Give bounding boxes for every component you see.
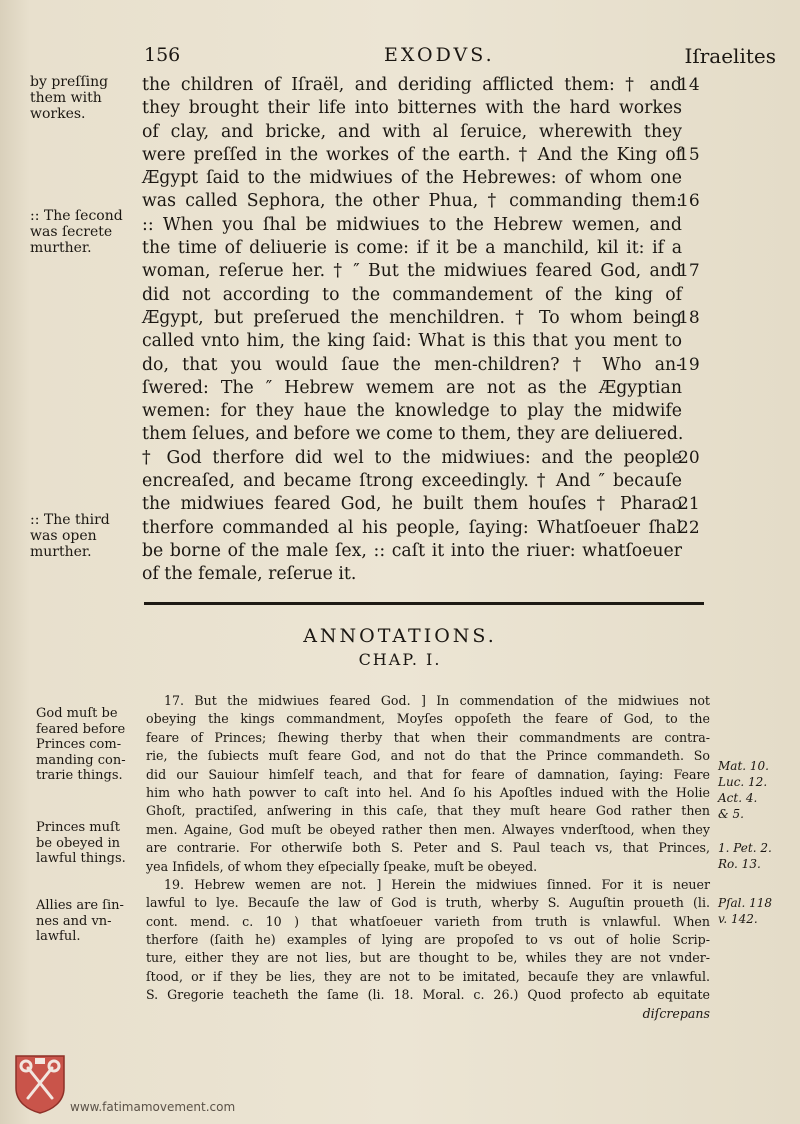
side-note-line: was ſecrete bbox=[30, 224, 113, 240]
annotation-margin-note-3 bbox=[36, 898, 144, 945]
text-line: of the female, reſerue it. bbox=[142, 564, 357, 585]
annotation-line: yea Infidels, of whom they eſpecially ſpeake, muſt be obeyed. bbox=[146, 858, 538, 874]
annotation-margin-note-1 bbox=[36, 706, 144, 784]
text-line: was called Sephora, the other Phua, † commanding them: bbox=[142, 191, 682, 212]
annotation-margin-note-2 bbox=[36, 820, 144, 867]
annotation-line: Ghoſt, practiſed, anſwering in this caſe, that they muſt heare God rather then bbox=[146, 803, 710, 819]
text-line: called vnto him, the king ſaid: What is this that you ment to bbox=[142, 331, 682, 352]
annotation-line: rie, the ſubiects muſt feare God, and not do that the Prince commandeth. So bbox=[146, 748, 710, 764]
annotation-line: obeying the kings commandment, Moyſes oppoſeth the feare of God, to the bbox=[146, 711, 710, 727]
text-line: therfore commanded al his people, ſaying: Whatſoeuer ſhal bbox=[142, 517, 682, 538]
side-note-line: murther. bbox=[30, 544, 92, 560]
page-number: 156 bbox=[144, 44, 181, 66]
annotation-line: 17. But the midwiues feared God. ] In commendation of the midwiues not bbox=[164, 693, 710, 708]
verse-number: 19 bbox=[678, 354, 700, 375]
verse-number bbox=[678, 540, 718, 563]
catchword: diſcrepans bbox=[642, 1005, 710, 1021]
verse-number bbox=[678, 330, 718, 353]
annotation-line: ſtood, or if they be lies, they are not to be imitated, becauſe they are vnlawful. bbox=[146, 968, 710, 984]
verse-number: 15 bbox=[678, 144, 700, 165]
verse-number bbox=[678, 423, 718, 446]
text-line: of clay, and bricke, and with al ſeruice, wherewith they bbox=[142, 121, 682, 142]
margin-note-line: Princes muſt bbox=[36, 820, 121, 835]
side-note-2 bbox=[30, 208, 140, 256]
text-line: did not according to the commandement of the king of bbox=[142, 284, 682, 305]
margin-note-line: nes and vn- bbox=[36, 913, 112, 929]
reference-line: Mat. 10. bbox=[718, 759, 769, 773]
verse-number: 14 bbox=[678, 75, 700, 95]
reference-line: Ro. 13. bbox=[718, 857, 761, 871]
website-url[interactable]: www.fatimamovement.com bbox=[70, 1100, 236, 1114]
verse-number: 22 bbox=[678, 517, 700, 538]
text-line: Ægypt, but preſerued the menchildren. † To whom being bbox=[142, 307, 682, 328]
margin-note-line: feared before bbox=[36, 721, 126, 737]
verse-number bbox=[678, 284, 718, 307]
verse-number: 20 bbox=[678, 447, 700, 468]
running-head: Iſraelites bbox=[684, 44, 776, 68]
annotation-line: therfore (ſaith he) examples of lying are propoſed to vs out of holie Scrip- bbox=[146, 932, 710, 948]
verse-number bbox=[678, 587, 718, 610]
reference-line: Pſal. 118 bbox=[718, 896, 773, 910]
side-note-line: by preſſing bbox=[30, 74, 109, 90]
text-line: were preſſed in the workes of the earth. † And the King of bbox=[142, 144, 682, 165]
annotations-body bbox=[146, 692, 710, 1023]
annotation-line: S. Gregorie teacheth the ſame (li. 18. Moral. c. 26.) Quod profecto ab equitate bbox=[146, 987, 710, 1003]
margin-note-line: lawful. bbox=[36, 929, 81, 944]
side-note-line: :: The ſecond bbox=[30, 208, 123, 224]
margin-note-line: manding con- bbox=[36, 752, 126, 768]
annotation-line: 19. Hebrew wemen are not. ] Herein the midwiues ſinned. For it is neuer bbox=[164, 876, 710, 892]
text-line: the children of Iſraël, and deriding afflicted them: † and bbox=[142, 75, 682, 95]
side-note-line: :: The third bbox=[30, 512, 110, 528]
annotation-line: feare of Princes; ſhewing therby that when their commandments are contra- bbox=[146, 729, 710, 745]
text-line: the midwiues feared God, he built them houſes † Pharao bbox=[142, 494, 682, 515]
reference-line: Act. 4. bbox=[718, 791, 758, 805]
verse-number bbox=[678, 167, 718, 190]
text-line: Ægypt ſaid to the midwiues of the Hebrewes: of whom one bbox=[142, 168, 682, 189]
verse-number bbox=[678, 214, 718, 237]
side-note-line: was open bbox=[30, 528, 97, 544]
text-line: the time of deliuerie is come: if it be a manchild, kil it: if a bbox=[142, 238, 682, 259]
annotation-line: are contrarie. For otherwiſe both S. Peter and S. Paul teach vs, that Princes, bbox=[146, 840, 710, 856]
book-title: EXODVS. bbox=[384, 44, 495, 66]
annotations-title: ANNOTATIONS. bbox=[303, 625, 497, 647]
verse-number: 21 bbox=[678, 494, 700, 515]
annotation-line: ture, either they are not lies, but are thought to be, whiles they are not vnder- bbox=[146, 950, 710, 966]
text-line: woman, reſerue her. † ″ But the midwiues feared God, and bbox=[142, 261, 682, 282]
chapter-title: CHAP. I. bbox=[358, 650, 442, 669]
margin-note-line: trarie things. bbox=[36, 768, 123, 783]
verse-number bbox=[678, 121, 718, 144]
annotation-line: cont. mend. c. 10 ) that whatſoeuer varieth from truth is vnlawful. When bbox=[146, 913, 710, 929]
text-line: :: When you ſhal be midwiues to the Hebrew wemen, and bbox=[142, 214, 682, 235]
verse-number bbox=[678, 470, 718, 493]
verse-number: 18 bbox=[678, 307, 700, 328]
side-note-line: murther. bbox=[30, 240, 92, 256]
text-line: ſwered: The ″ Hebrew wemem are not as the Ægyptian bbox=[142, 377, 682, 398]
side-note-line: them with bbox=[30, 90, 102, 106]
margin-note-line: lawful things. bbox=[36, 851, 126, 866]
margin-note-line: Princes com- bbox=[36, 737, 122, 752]
text-line: † God therfore did wel to the midwiues: and the people bbox=[142, 447, 682, 468]
verse-number bbox=[678, 97, 718, 120]
text-line: be borne of the male ſex, :: caſt it into the riuer: whatſoeuer bbox=[142, 540, 682, 561]
scripture-text bbox=[142, 74, 682, 587]
verse-number bbox=[678, 377, 718, 400]
cross-reference-1 bbox=[718, 758, 769, 822]
text-line: do, that you would ſaue the men-children? † Who an- bbox=[142, 354, 682, 375]
verse-number bbox=[678, 563, 718, 586]
verse-number bbox=[678, 237, 718, 260]
margin-note-line: be obeyed in bbox=[36, 835, 121, 851]
side-note-3 bbox=[30, 512, 140, 560]
side-note-line: workes. bbox=[30, 106, 86, 122]
text-line: they brought their life into bitternes with the hard workes bbox=[142, 98, 682, 119]
verse-number: 16 bbox=[678, 191, 700, 212]
section-divider bbox=[144, 602, 704, 605]
margin-note-line: God muſt be bbox=[36, 706, 118, 721]
verse-number bbox=[678, 400, 718, 423]
cross-reference-2 bbox=[718, 840, 772, 872]
verse-numbers bbox=[678, 74, 718, 610]
side-note-1 bbox=[30, 74, 140, 122]
annotation-line: him who hath powver to caſt into hel. And ſo his Apoſtles indued with the Holie bbox=[146, 784, 710, 800]
page-header bbox=[0, 44, 800, 74]
text-line: encreaſed, and became ſtrong exceedingly. † And ″ becauſe bbox=[142, 471, 682, 492]
margin-note-line: Allies are ſin- bbox=[36, 898, 124, 913]
text-line: wemen: for they haue the knowledge to play the midwife bbox=[142, 401, 682, 422]
papal-keys-shield-icon bbox=[14, 1054, 66, 1114]
reference-line: 1. Pet. 2. bbox=[718, 841, 772, 855]
text-line: them ſelues, and before we come to them, they are deliuered. bbox=[142, 424, 684, 445]
annotation-line: men. Againe, God muſt be obeyed rather then men. Alwayes vnderſtood, when they bbox=[146, 821, 710, 837]
reference-line: & 5. bbox=[718, 807, 744, 821]
annotation-line: did our Sauiour himſelf teach, and that for feare of damnation, ſaying: Feare bbox=[146, 766, 710, 782]
reference-line: Luc. 12. bbox=[718, 775, 768, 789]
cross-reference-3 bbox=[718, 895, 772, 927]
reference-line: v. 142. bbox=[718, 912, 758, 926]
verse-number: 17 bbox=[678, 261, 700, 282]
annotation-line: lawful to lye. Becauſe the law of God is truth, wherby S. Auguſtin proueth (li. bbox=[146, 895, 710, 911]
